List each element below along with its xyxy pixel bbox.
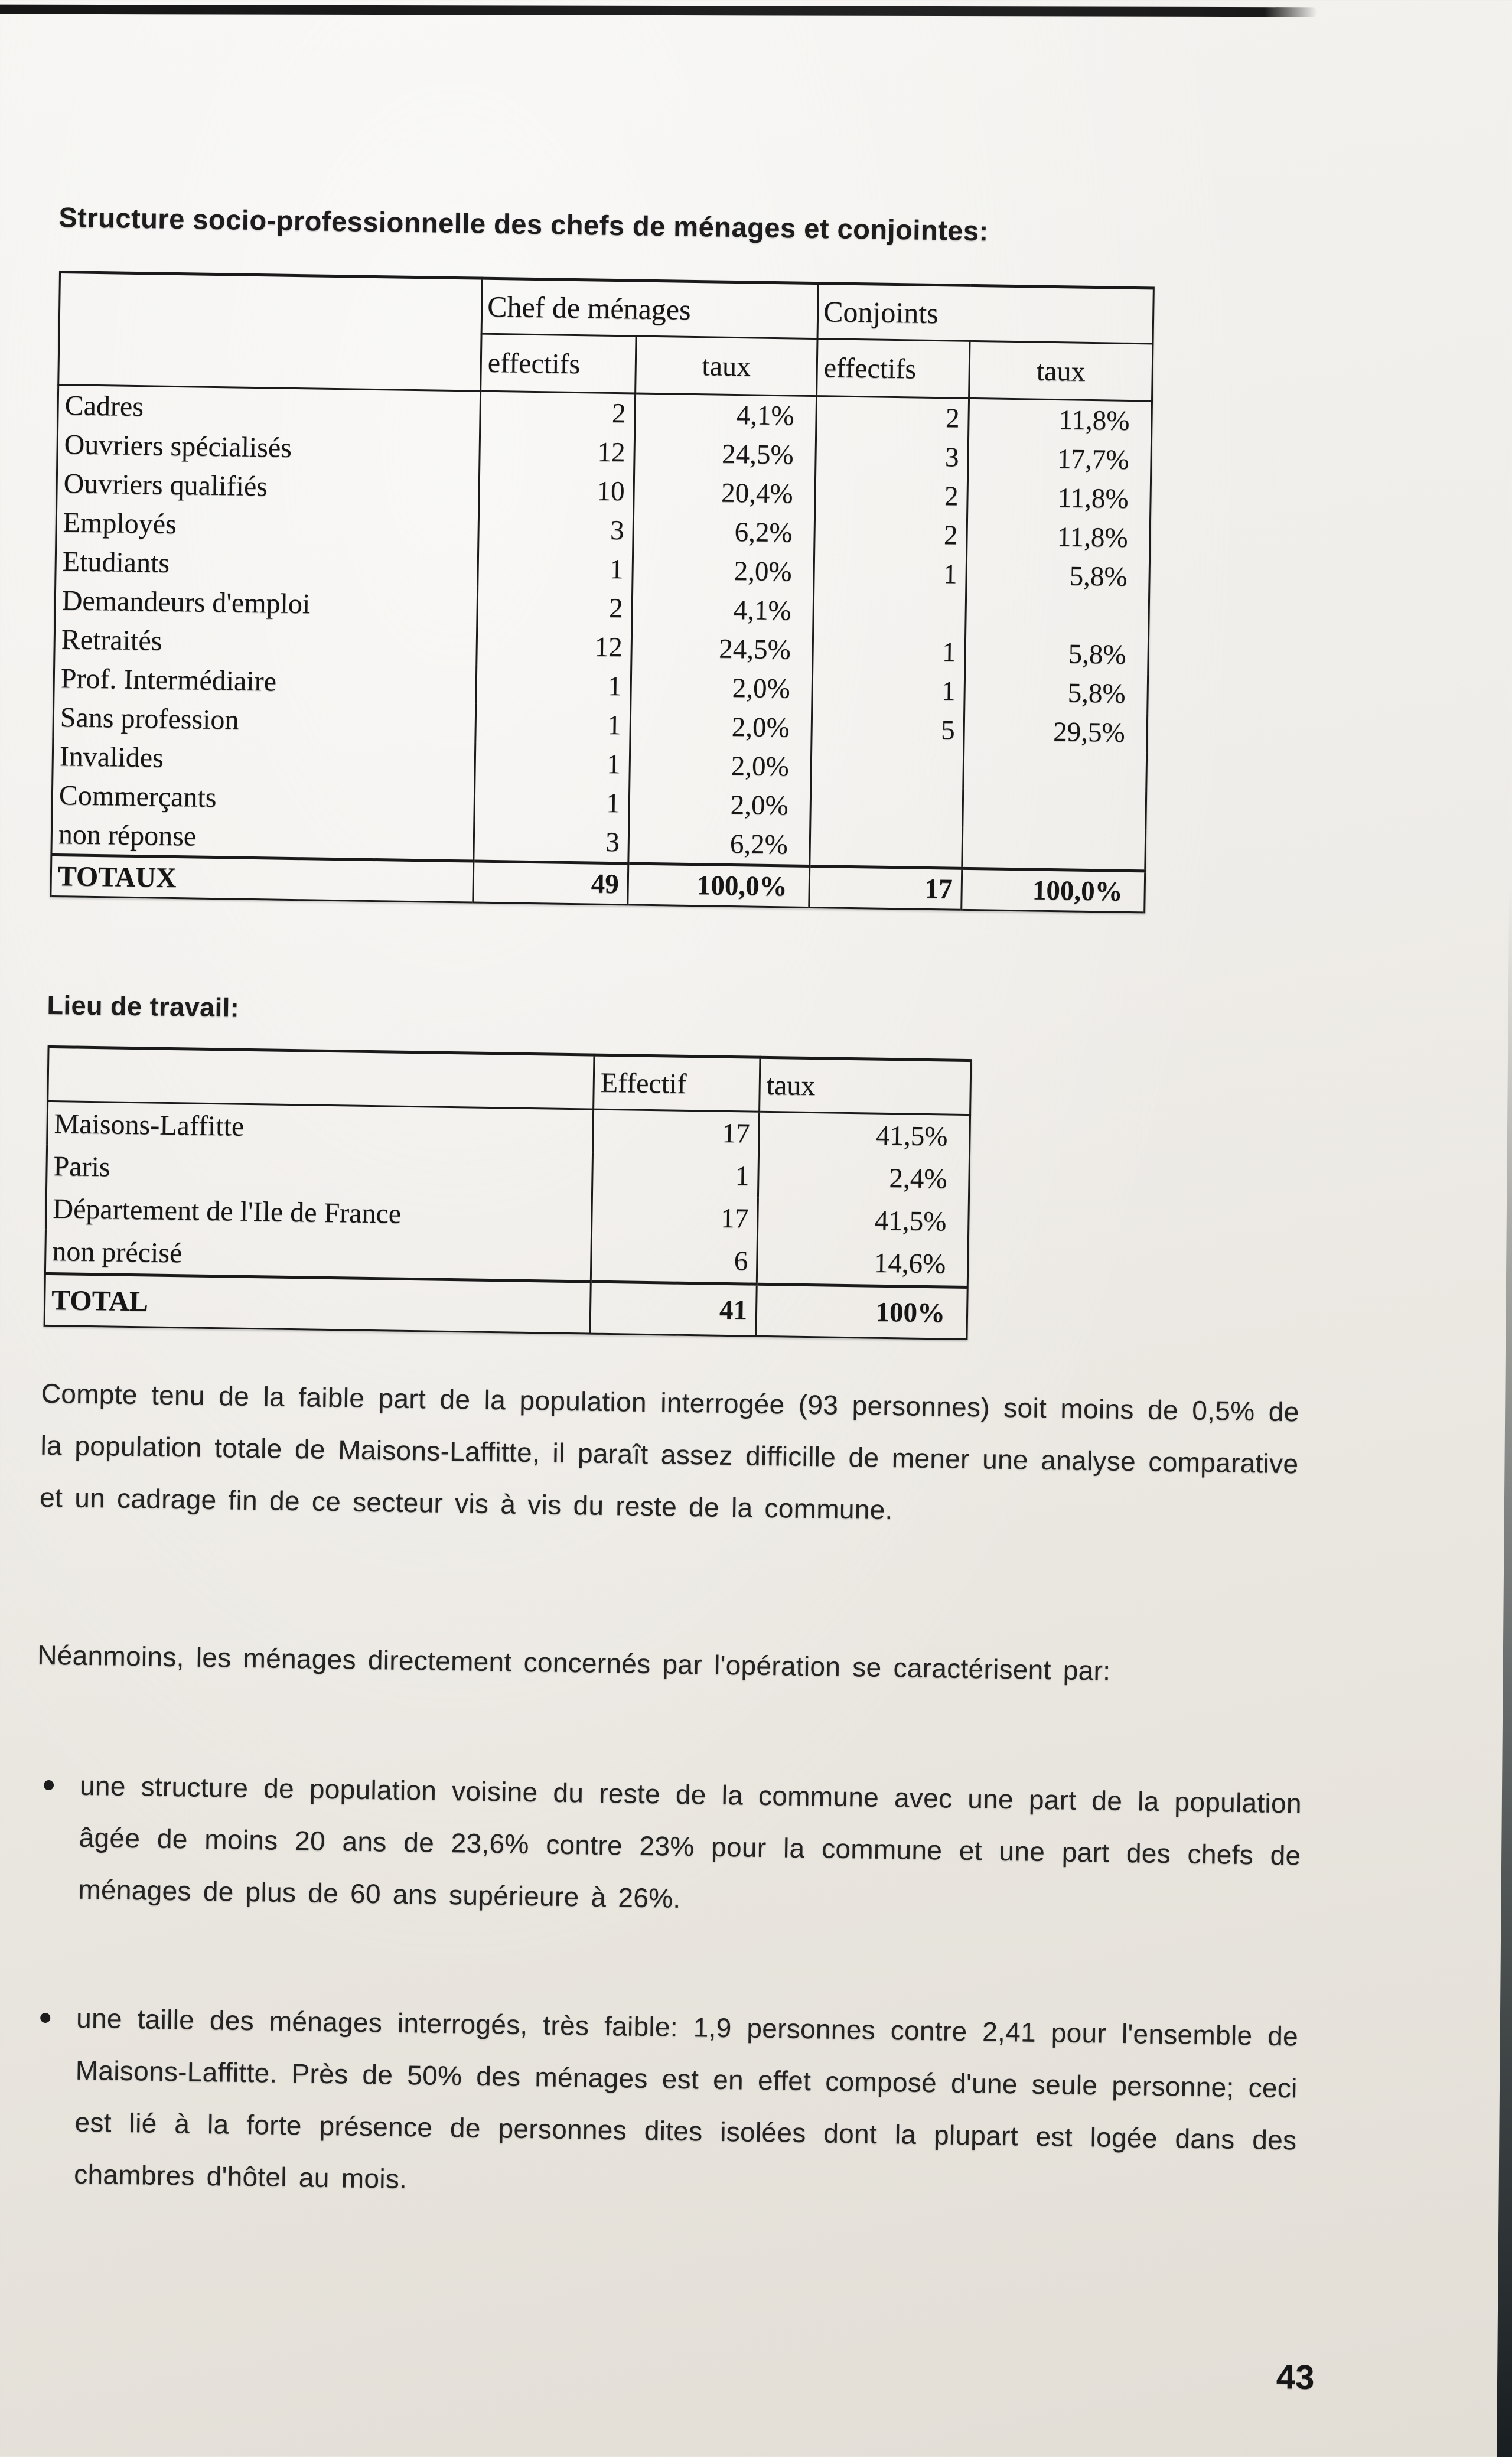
table-cell: 2 bbox=[815, 475, 968, 516]
table-cell: 1 bbox=[475, 704, 631, 745]
total-label: TOTAL bbox=[44, 1273, 591, 1334]
table-cell: 10 bbox=[479, 470, 634, 511]
table-cell: 2,0% bbox=[629, 784, 811, 826]
table-cell: 5,8% bbox=[965, 633, 1149, 675]
table-cell: 1 bbox=[592, 1153, 758, 1198]
table-cell: 6 bbox=[591, 1238, 757, 1285]
table-cell: 3 bbox=[474, 821, 629, 863]
paragraph-population: Compte tenu de la faible part de la population interrogée (93 personnes) soit moins de 0,5% de la population totale de Maisons-Laffitte, il paraît assez difficille de mener une analyse comparative et un cadrage fin de ce secteur vis à vis du reste de la commune. bbox=[39, 1377, 1300, 1526]
row-label: Etudiants bbox=[56, 542, 478, 587]
table-cell: 17 bbox=[593, 1109, 760, 1155]
row-label: Invalides bbox=[53, 737, 475, 782]
row-label: Paris bbox=[47, 1145, 593, 1195]
row-label: Département de l'Ile de France bbox=[46, 1187, 592, 1238]
conjoints-taux-header: taux bbox=[969, 341, 1153, 401]
table-cell: 12 bbox=[477, 626, 632, 667]
table-cell bbox=[810, 826, 963, 868]
chef-de-menages-header: Chef de ménages bbox=[481, 278, 818, 338]
table-cell: 1 bbox=[813, 631, 966, 672]
table-cell: 24,5% bbox=[634, 434, 816, 475]
table-cell: 17 bbox=[591, 1195, 758, 1240]
bullet-icon bbox=[44, 1780, 54, 1790]
socio-professional-table bbox=[50, 271, 1155, 913]
empty-corner-cell bbox=[58, 272, 483, 392]
table-cell: 1 bbox=[476, 665, 631, 706]
table-cell: 4,1% bbox=[632, 589, 814, 631]
row-label: non précisé bbox=[45, 1230, 591, 1282]
table-cell bbox=[963, 750, 1147, 792]
table-cell: 100,0% bbox=[628, 863, 810, 908]
table-cell: 2,4% bbox=[758, 1155, 969, 1201]
row-label: Sans profession bbox=[53, 698, 476, 743]
table-cell: 3 bbox=[478, 509, 634, 550]
conjoints-header: Conjoints bbox=[817, 284, 1153, 344]
table-cell: 41 bbox=[590, 1282, 757, 1336]
table-cell: 4,1% bbox=[635, 393, 817, 436]
table-cell: 2 bbox=[480, 391, 636, 433]
table-cell: 3 bbox=[816, 436, 969, 477]
table-cell: 1 bbox=[812, 670, 965, 711]
bullet-item-taille bbox=[32, 1992, 1299, 2218]
table-cell: 49 bbox=[473, 861, 628, 905]
row-label: Maisons-Laffitte bbox=[47, 1101, 594, 1152]
table-cell: 20,4% bbox=[634, 472, 816, 514]
row-label: Retraités bbox=[54, 620, 477, 665]
empty-corner-cell bbox=[48, 1047, 594, 1109]
effectif-header: Effectif bbox=[594, 1055, 760, 1112]
table-cell bbox=[963, 789, 1146, 831]
table-cell: 41,5% bbox=[759, 1112, 970, 1158]
table-cell: 5,8% bbox=[964, 672, 1148, 714]
table-cell: 1 bbox=[478, 548, 633, 589]
table-cell: 100,0% bbox=[962, 868, 1145, 913]
table-cell bbox=[813, 592, 966, 633]
row-label: Ouvriers spécialisés bbox=[57, 425, 480, 470]
scan-right-edge-shadow bbox=[1497, 886, 1512, 2457]
table-cell: 2,0% bbox=[633, 550, 814, 592]
row-label: Ouvriers qualifiés bbox=[57, 464, 480, 509]
page-content bbox=[26, 195, 1335, 2457]
table-cell: 2,0% bbox=[630, 706, 812, 748]
taux-header: taux bbox=[760, 1057, 971, 1115]
table-cell: 11,8% bbox=[969, 398, 1152, 441]
table-cell: 5 bbox=[812, 709, 964, 750]
table-group-header-row bbox=[59, 272, 1153, 344]
table-cell bbox=[962, 828, 1146, 871]
table-cell: 6,2% bbox=[628, 823, 810, 866]
workplace-table bbox=[44, 1045, 972, 1340]
table-cell: 1 bbox=[474, 782, 630, 823]
bullet-icon bbox=[40, 2013, 50, 2023]
table-cell: 11,8% bbox=[967, 516, 1151, 558]
conjoints-effectifs-header: effectifs bbox=[817, 339, 970, 399]
table-cell: 1 bbox=[814, 553, 967, 594]
table-cell: 14,6% bbox=[757, 1240, 968, 1288]
row-label: Cadres bbox=[58, 385, 481, 431]
bullet-text-taille: une taille des ménages interrogés, très faible: 1,9 personnes contre 2,41 pour l'ensemble de Maisons-Laffitte. Près de 50% des ménages est en effet composé d'une seule personne; ceci est lié à la forte présence de personnes dites isolées dont la plupart est logée dans des chambres d'hôtel au mois. bbox=[73, 2002, 1299, 2195]
scan-top-edge-bar bbox=[0, 5, 1317, 17]
table-cell bbox=[810, 787, 963, 828]
table-cell: 6,2% bbox=[633, 511, 815, 553]
table-cell: 100% bbox=[756, 1284, 967, 1339]
table-cell: 12 bbox=[480, 431, 635, 472]
chef-taux-header: taux bbox=[636, 336, 817, 396]
table-cell: 2,0% bbox=[630, 745, 812, 787]
table-cell: 2,0% bbox=[631, 667, 813, 709]
table-cell bbox=[966, 594, 1149, 636]
table-cell: 11,8% bbox=[967, 477, 1151, 519]
row-label: non réponse bbox=[51, 814, 474, 861]
paragraph-neanmoins: Néanmoins, les ménages directement concernés par l'opération se caractérisent par: bbox=[37, 1639, 1111, 1686]
table-cell: 1 bbox=[475, 743, 630, 784]
total-label: TOTAUX bbox=[51, 855, 474, 902]
table-cell: 2 bbox=[477, 587, 633, 628]
row-label: Employés bbox=[56, 503, 479, 548]
table-cell: 29,5% bbox=[964, 711, 1148, 753]
table-cell: 24,5% bbox=[631, 628, 813, 670]
row-label: Prof. Intermédiaire bbox=[54, 659, 477, 704]
table-cell: 2 bbox=[816, 396, 969, 438]
row-label: Commerçants bbox=[52, 775, 475, 821]
section2-title: Lieu de travail: bbox=[47, 989, 240, 1023]
page-number: 43 bbox=[1276, 2357, 1315, 2397]
chef-effectifs-header: effectifs bbox=[481, 334, 636, 393]
bullet-text-structure: une structure de population voisine du reste de la commune avec une part de la population âgée de moins 20 ans de 23,6% contre 23% pour la commune et une part des chefs de ménages de plus de 60 ans supérieure à 26%. bbox=[78, 1770, 1302, 1914]
table-cell: 2 bbox=[814, 514, 967, 555]
table-cell: 41,5% bbox=[757, 1198, 969, 1243]
table-cell: 17 bbox=[809, 866, 962, 910]
bullet-item-structure bbox=[36, 1759, 1302, 1934]
table-cell: 17,7% bbox=[968, 438, 1152, 480]
row-label: Demandeurs d'emploi bbox=[55, 581, 478, 626]
section1-title: Structure socio-professionnelle des chefs de ménages et conjointes: bbox=[58, 201, 989, 247]
table-cell bbox=[811, 748, 964, 789]
table-cell: 5,8% bbox=[966, 555, 1150, 597]
